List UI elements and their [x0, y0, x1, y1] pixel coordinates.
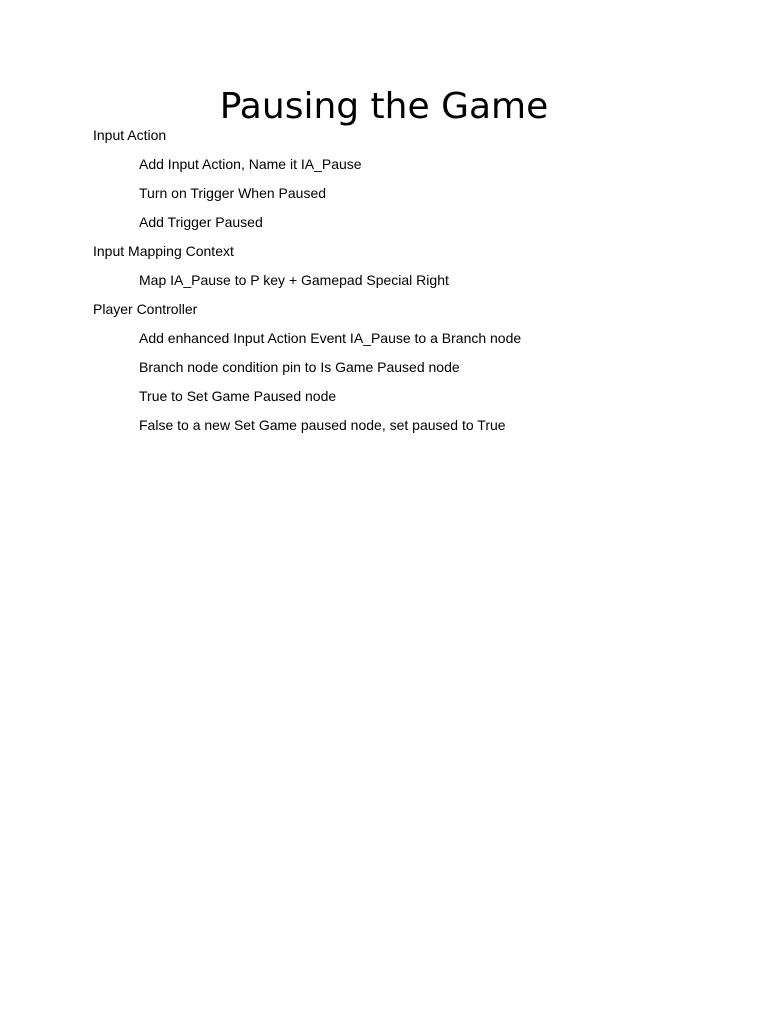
section-player-controller: [93, 300, 733, 435]
list-item: Map IA_Pause to P key + Gamepad Special Right: [139, 272, 449, 288]
section-input-mapping-context: [93, 242, 733, 290]
page-title: Pausing the Game: [219, 86, 549, 127]
section-heading: Input Mapping Context: [93, 243, 234, 259]
section-heading: Player Controller: [93, 301, 198, 317]
list-item: Add Input Action, Name it IA_Pause: [139, 156, 362, 172]
section-heading: Input Action: [93, 127, 167, 143]
list-item: Turn on Trigger When Paused: [139, 185, 327, 201]
list-item: False to a new Set Game paused node, set paused to True: [139, 417, 506, 433]
list-item: Branch node condition pin to Is Game Paused node: [139, 359, 460, 375]
list-item: True to Set Game Paused node: [139, 388, 337, 404]
list-item: Add Trigger Paused: [139, 214, 263, 230]
section-input-action: [93, 126, 733, 232]
outline-list: [93, 126, 733, 445]
list-item: Add enhanced Input Action Event IA_Pause to a Branch node: [139, 330, 522, 346]
